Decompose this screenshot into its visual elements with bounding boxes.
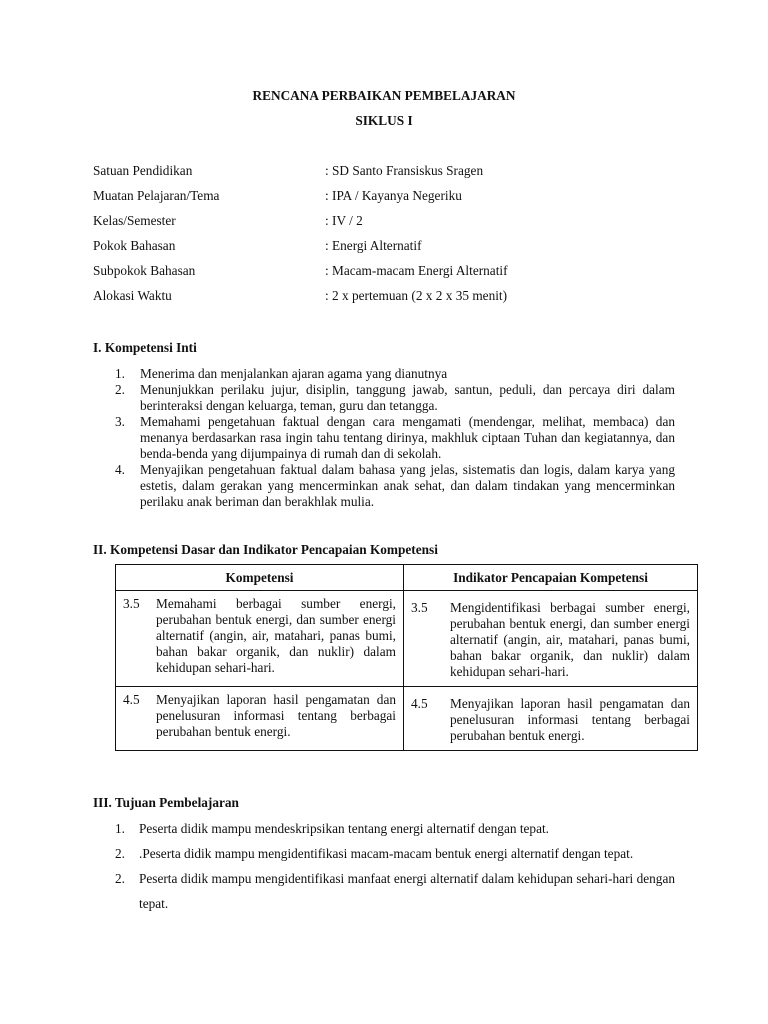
meta-label: Alokasi Waktu	[93, 288, 172, 303]
meta-label: Subpokok Bahasan	[93, 263, 196, 278]
tujuan-list	[115, 816, 675, 916]
meta-label: Satuan Pendidikan	[93, 163, 193, 178]
list-text: Menerima dan menjalankan ajaran agama yang dianutnya	[140, 366, 448, 381]
meta-row	[93, 263, 693, 288]
table-cell	[404, 687, 698, 751]
indicator-code: 4.5	[411, 696, 428, 711]
kd-code: 4.5	[123, 692, 140, 707]
meta-row	[93, 213, 693, 238]
section-heading-kompetensi-dasar: II. Kompetensi Dasar dan Indikator Pencapaian Kompetensi	[93, 542, 438, 557]
meta-label: Pokok Bahasan	[93, 238, 176, 253]
table-header-indikator: Indikator Pencapaian Kompetensi	[404, 565, 698, 591]
kd-text: Memahami berbagai sumber energi, perubahan bentuk energi, dan sumber energi alternatif (angin, air, matahari, panas bumi, bahan bakar organik, dan nuklir) dalam kehidupan sehari-hari.	[156, 596, 396, 675]
list-number: 2.	[115, 382, 125, 397]
kd-text: Menyajikan laporan hasil pengamatan dan penelusuran informasi tentang berbagai perubahan bentuk energi.	[156, 692, 396, 739]
meta-row	[93, 288, 693, 313]
meta-row	[93, 238, 693, 263]
kompetensi-table	[115, 564, 698, 751]
list-number: 3.	[115, 414, 125, 429]
list-item	[115, 462, 675, 510]
list-item	[115, 816, 675, 841]
kompetensi-inti-list	[115, 366, 675, 510]
meta-label: Muatan Pelajaran/Tema	[93, 188, 220, 203]
list-text: Peserta didik mampu mengidentifikasi manfaat energi alternatif dalam kehidupan sehari-hari dengan tepat.	[139, 871, 675, 911]
table-cell	[116, 591, 404, 687]
section-heading-tujuan: III. Tujuan Pembelajaran	[93, 795, 239, 810]
table-header-kompetensi: Kompetensi	[116, 565, 404, 591]
section-heading-kompetensi-inti: I. Kompetensi Inti	[93, 340, 197, 355]
meta-value: : Energi Alternatif	[325, 238, 422, 253]
meta-label: Kelas/Semester	[93, 213, 176, 228]
meta-value: : Macam-macam Energi Alternatif	[325, 263, 508, 278]
table-row	[116, 591, 698, 687]
list-number: 1.	[115, 366, 125, 381]
meta-row	[93, 163, 693, 188]
list-item	[115, 382, 675, 414]
list-text: Peserta didik mampu mendeskripsikan tentang energi alternatif dengan tepat.	[139, 821, 549, 836]
list-number: 1.	[115, 821, 125, 836]
meta-value: : IV / 2	[325, 213, 363, 228]
identity-block	[93, 163, 693, 313]
list-number: 2.	[115, 871, 125, 886]
list-number: 4.	[115, 462, 125, 477]
list-text: .Peserta didik mampu mengidentifikasi macam-macam bentuk energi alternatif dengan tepat.	[139, 846, 634, 861]
list-item	[115, 866, 675, 916]
meta-row	[93, 188, 693, 213]
indicator-text: Mengidentifikasi berbagai sumber energi, perubahan bentuk energi, dan sumber energi alternatif (angin, air, matahari, panas bumi, bahan bakar organik, dan nuklir) dalam kehidupan sehari-hari.	[450, 600, 690, 679]
kd-code: 3.5	[123, 596, 140, 611]
table-row	[116, 687, 698, 751]
list-text: Menyajikan pengetahuan faktual dalam bahasa yang jelas, sistematis dan logis, dalam karya yang estetis, dalam gerakan yang mencerminkan anak sehat, dan dalam tindakan yang mencerminkan perilaku anak beriman dan berakhlak mulia.	[140, 462, 675, 509]
table-cell	[116, 687, 404, 751]
table-cell	[404, 591, 698, 687]
list-number: 2.	[115, 846, 125, 861]
document-subtitle: SIKLUS I	[355, 113, 413, 128]
list-item	[115, 414, 675, 462]
list-text: Memahami pengetahuan faktual dengan cara mengamati (mendengar, melihat, membaca) dan menanya berdasarkan rasa ingin tahu tentang dirinya, makhluk ciptaan Tuhan dan kegiatannya, dan benda-benda yang dijumpainya di rumah dan di sekolah.	[140, 414, 675, 461]
list-item	[115, 366, 675, 382]
document-title: RENCANA PERBAIKAN PEMBELAJARAN	[252, 88, 516, 103]
list-text: Menunjukkan perilaku jujur, disiplin, tanggung jawab, santun, peduli, dan percaya diri dalam berinteraksi dengan keluarga, teman, guru dan tetangga.	[140, 382, 675, 413]
meta-value: : 2 x pertemuan (2 x 2 x 35 menit)	[325, 288, 508, 303]
meta-value: : IPA / Kayanya Negeriku	[325, 188, 462, 203]
list-item	[115, 841, 675, 866]
meta-value: : SD Santo Fransiskus Sragen	[325, 163, 484, 178]
indicator-code: 3.5	[411, 600, 428, 615]
indicator-text: Menyajikan laporan hasil pengamatan dan penelusuran informasi tentang berbagai perubahan bentuk energi.	[450, 696, 690, 743]
